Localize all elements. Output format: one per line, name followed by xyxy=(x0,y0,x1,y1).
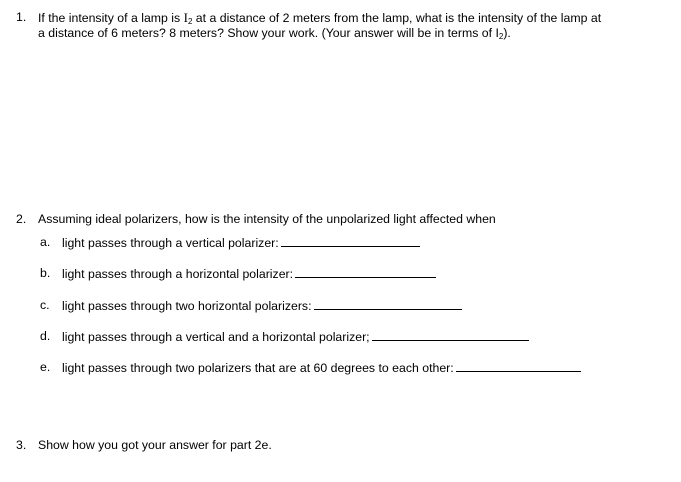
text: a distance of 6 meters? 8 meters? Show your work. (Your answer will be in terms of I xyxy=(38,26,499,40)
answer-blank[interactable] xyxy=(295,266,436,278)
text: at a distance of 2 meters from the lamp, what is the intensity of the lamp at xyxy=(192,11,602,25)
question-number: 3. xyxy=(16,438,27,452)
part-letter: b. xyxy=(40,266,51,280)
part-c xyxy=(62,298,462,314)
part-text: light passes through two horizontal polarizers: xyxy=(62,299,312,313)
part-b xyxy=(62,266,436,282)
question-number: 2. xyxy=(16,212,27,226)
answer-blank[interactable] xyxy=(281,235,420,247)
part-letter: a. xyxy=(40,235,51,249)
subscript: 2 xyxy=(498,32,504,41)
part-a xyxy=(62,235,420,251)
part-text: light passes through two polarizers that are at 60 degrees to each other: xyxy=(62,361,454,375)
part-text: light passes through a horizontal polarizer: xyxy=(62,267,294,281)
text: ). xyxy=(503,26,511,40)
answer-blank[interactable] xyxy=(314,298,462,310)
question-text: Assuming ideal polarizers, how is the intensity of the unpolarized light affected when xyxy=(38,212,496,226)
question-text-line-2 xyxy=(38,26,511,41)
question-number: 1. xyxy=(16,10,27,24)
intensity-symbol: I xyxy=(183,10,188,25)
part-letter: e. xyxy=(40,360,51,374)
part-text: light passes through a vertical polarizer: xyxy=(62,236,279,250)
subscript: 2 xyxy=(187,17,193,26)
answer-blank[interactable] xyxy=(456,360,581,372)
part-d xyxy=(62,329,529,345)
part-letter: c. xyxy=(40,298,50,312)
question-text-line-1 xyxy=(38,10,601,26)
part-letter: d. xyxy=(40,329,51,343)
question-text: Show how you got your answer for part 2e. xyxy=(38,438,272,452)
answer-blank[interactable] xyxy=(372,329,529,341)
part-text: light passes through a vertical and a horizontal polarizer; xyxy=(62,330,370,344)
text: If the intensity of a lamp is xyxy=(38,11,184,25)
part-e xyxy=(62,360,581,376)
